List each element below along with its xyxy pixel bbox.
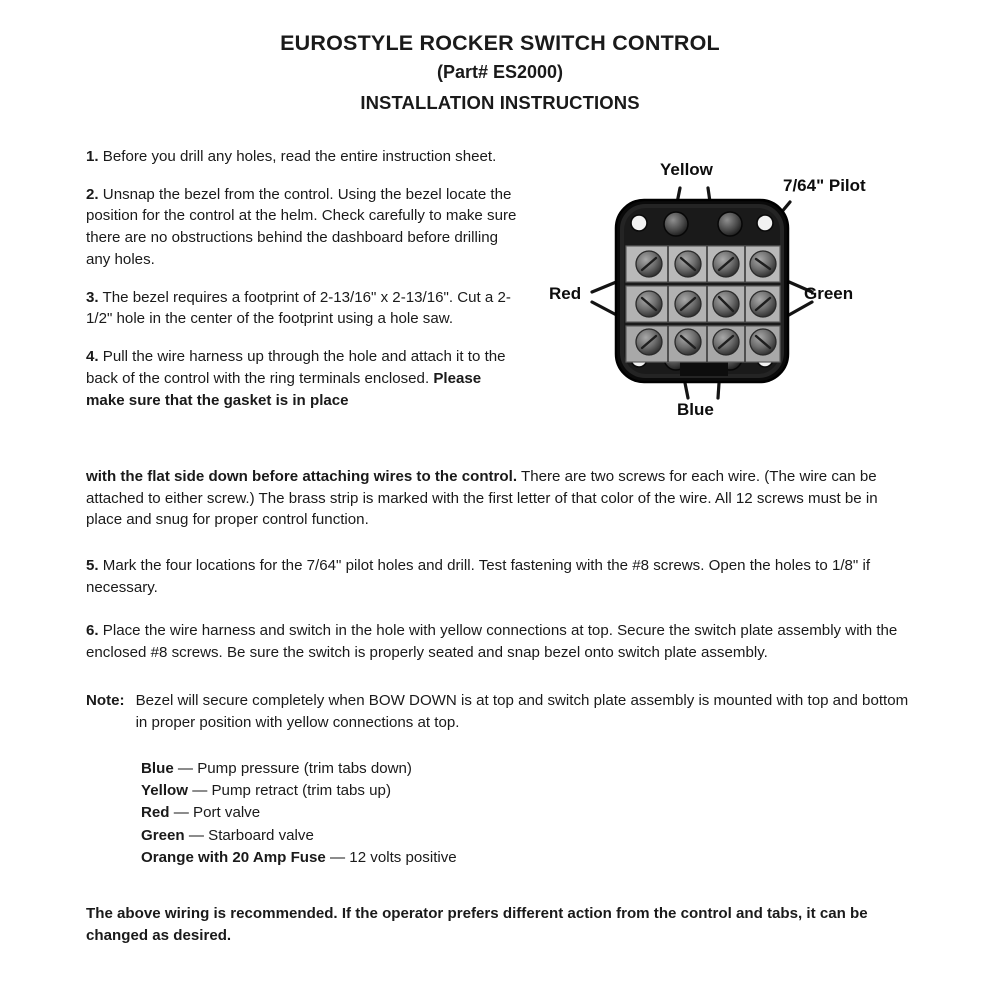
legend-color-name: Red (141, 804, 170, 822)
step-1 (86, 146, 518, 168)
step-6 (86, 620, 914, 663)
part-number: (Part# ES2000) (436, 62, 564, 83)
title-block (0, 30, 1000, 117)
legend-description: Pump pressure (trim tabs down) (197, 760, 412, 777)
step-1-text: Before you drill any holes, read the entire instruction sheet. (102, 148, 497, 165)
legend-color-name: Yellow (141, 782, 188, 800)
step-5-text: Mark the four locations for the 7/64" pilot holes and drill. Test fastening with the #8 screws. Open the holes to 1/8" if necessary. (86, 557, 871, 596)
legend-description: Port valve (193, 804, 261, 822)
step-2-text: Unsnap the bezel from the control. Using the bezel locate the position for the control at the helm. Check carefully to make sure there are no obstructions behind the dashboard before drilling any holes. (86, 185, 517, 268)
switch-control-diagram (540, 150, 920, 440)
step-4-detail: There are two screws for each wire. (The wire can be attached to either screw.) The brass strip is marked with the first letter of that color of the wire. All 12 screws must be in place and snug for proper control function. (86, 468, 878, 529)
legend-item (141, 802, 641, 824)
legend-color-name: Orange with 20 Amp Fuse (141, 848, 326, 866)
page-title: EUROSTYLE ROCKER SWITCH CONTROL (280, 31, 720, 55)
step-4-text: Pull the wire harness up through the hole and attach it to the back of the control with the ring terminals enclosed. (86, 348, 506, 387)
step-4-continuation (86, 466, 914, 531)
step-4-number: 4. (86, 348, 99, 366)
diagram-label-blue: Blue (677, 400, 714, 419)
step-1-number: 1. (86, 148, 99, 165)
hex-screw-top-left (664, 212, 688, 236)
step-2-number: 2. (86, 185, 99, 203)
legend-description: 12 volts positive (349, 848, 457, 866)
diagram-label-green: Green (804, 284, 854, 303)
legend-dash: — (173, 804, 189, 822)
legend-color-name: Blue (141, 760, 174, 777)
legend-dash: — (188, 826, 204, 844)
step-4 (86, 346, 518, 411)
legend-item (141, 758, 641, 780)
legend-description: Pump retract (trim tabs up) (211, 782, 391, 800)
step-4-emphasis-continued: with the flat side down before attaching wires to the control. (86, 468, 518, 486)
legend-item (141, 825, 641, 847)
diagram-label-red: Red (549, 284, 582, 303)
wire-color-legend (141, 758, 641, 869)
terminal-block (626, 246, 780, 362)
step-5 (86, 555, 914, 598)
step-3-text: The bezel requires a footprint of 2-13/16" x 2-13/16". Cut a 2-1/2" hole in the center of the footprint using a hole saw. (86, 288, 511, 328)
step-2 (86, 184, 518, 271)
note-text: Bezel will secure completely when BOW DOWN is at top and switch plate assembly is mounted with top and bottom in proper position with yellow connections at top. (135, 692, 909, 731)
step-6-number: 6. (86, 622, 99, 640)
legend-color-name: Green (141, 826, 185, 844)
legend-dash: — (330, 848, 346, 866)
legend-description: Starboard valve (208, 826, 314, 844)
pilot-hole-top-right (757, 215, 773, 231)
note-block (86, 690, 914, 733)
closing-paragraph (86, 903, 914, 946)
instruction-column (86, 146, 518, 411)
pilot-hole-top-left (631, 215, 647, 231)
step-6-text: Place the wire harness and switch in the hole with yellow connections at top. Secure the switch plate assembly with the enclosed #8 screws. Be sure the switch is properly seated and snap bezel onto switch plate assembly. (86, 622, 898, 661)
step-5-number: 5. (86, 557, 99, 575)
step-3 (86, 287, 518, 330)
legend-item (141, 847, 641, 869)
legend-dash: — (192, 782, 208, 800)
diagram-label-pilot: 7/64" Pilot (783, 176, 866, 195)
step-4-emphasis: Please make sure that the gasket is in place (86, 369, 482, 409)
note-label: Note: (86, 692, 125, 709)
closing-text: The above wiring is recommended. If the operator prefers different action from the control and tabs, it can be changed as desired. (86, 905, 868, 944)
document-subtitle: INSTALLATION INSTRUCTIONS (360, 92, 640, 114)
step-3-number: 3. (86, 288, 99, 306)
legend-item (141, 780, 641, 802)
legend-dash: — (177, 760, 194, 777)
diagram-label-yellow: Yellow (660, 160, 713, 179)
hex-screw-top-right (718, 212, 742, 236)
